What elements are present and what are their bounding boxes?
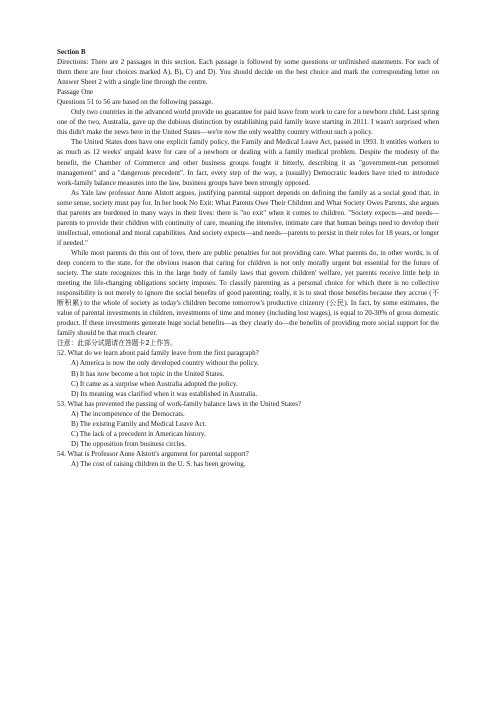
question-option: A) The incompetence of the Democrats. bbox=[71, 409, 185, 418]
question-option: A) The cost of raising children in the U. S. has been growing. bbox=[71, 459, 246, 468]
answer-sheet-note: 注意：此部分试题请在答题卡2上作答。 bbox=[57, 339, 177, 348]
question-stem: 52. What do we learn about paid family leave from the first paragraph? bbox=[57, 349, 259, 358]
question-stem: 54. What is Professor Anne Alstott's argument for parental support? bbox=[57, 449, 249, 458]
passage-paragraph: The United States does have one explicit family policy, the Family and Medical Leave Act, passed in 1993. It entitles workers to as much as 12 weeks' unpaid leave for care of a newborn or dealing with a family medical problem. Despite the modesty of the benefit, the Chamber of Commerce and other business groups fought it bitterly, describing it as "government-run personnel management" and a "dangerous precedent". In fact, every step of the way, a (usually) Democratic leaders have tried to introduce work-family balance measures into the law, business groups have been strongly opposed. bbox=[57, 138, 439, 187]
question-option: D) The opposition from business circles. bbox=[71, 439, 187, 448]
question-stem: 53. What has prevented the passing of work-family balance laws in the United States? bbox=[57, 399, 302, 408]
directions-text: Directions: There are 2 passages in this section. Each passage is followed by some questions or unfinished statements. For each of them there are four choices marked A), B), C) and D). You should decide on the best choice and mark the corresponding letter on Answer Sheet 2 with a single line through the centre. bbox=[57, 58, 439, 87]
passage-paragraph: While most parents do this out of love, there are public penalties for not providing care. What parents do, in other words, is of deep concern to the state, for the obvious reason that caring for children is not only morally urgent but essential for the future of society. The state recognizes this in the large body of family laws that govern children' welfare, yet parents receive little help in meeting the life-changing obligations society imposes. To classify parenting as a personal choice for which there is no collective responsibility is not merely to ignore the social benefits of good parenting; really, it is to steal those benefits because they accrue (不断积累) to the whole of society as today's children become tomorrow's productive citizenry (公民). In fact, by some estimates, the value of parental investments in children, investments of time and money (including lost wages), is equal to 20-30% of gross domestic product. If these investments generate huge social benefits—as they clearly do—the benefits of providing more social support for the family should be that much clearer. bbox=[57, 248, 439, 338]
questions-intro: Questions 51 to 56 are based on the following passage. bbox=[57, 98, 214, 107]
question-option: C) It came as a surprise when Australia adopted the policy. bbox=[71, 379, 238, 388]
passage-paragraph: As Yale law professor Anne Alstott argues, justifying parental support depends on defining the family as a social good that, in some sense, society must pay for. In her book No Exit: What Parents Owe Their Children and What Society Owes Parents, she argues that parents are burdened in many ways in their lives: there is "no exit" when it comes to children. "Society expects—and needs—parents to provide their children with continuity of care, meaning the intensive, intimate care that human beings need to develop their intellectual, emotional and moral capabilities. And society expects—and needs—parents to persist in their roles for 18 years, or longer if needed." bbox=[57, 188, 439, 247]
section-title: Section B bbox=[57, 48, 86, 56]
question-option: B) The existing Family and Medical Leave Act. bbox=[71, 419, 207, 428]
question-option: A) America is now the only developed country without the policy. bbox=[71, 359, 259, 368]
question-option: C) The lack of a precedent in American history. bbox=[71, 429, 206, 438]
passage-paragraph: Only two countries in the advanced world provide no guarantee for paid leave from work to care for a newborn child. Last spring one of the two, Australia, gave up the dubious distinction by establishing paid family leave starting in 2011. I wasn't surprised when this didn't make the news here in the United States—we're now the only wealthy country without such a policy. bbox=[57, 108, 439, 137]
question-option: B) It has now become a hot topic in the United States. bbox=[71, 369, 225, 378]
passage-label: Passage One bbox=[57, 88, 94, 97]
question-option: D) Its meaning was clarified when it was established in Australia. bbox=[71, 389, 258, 398]
